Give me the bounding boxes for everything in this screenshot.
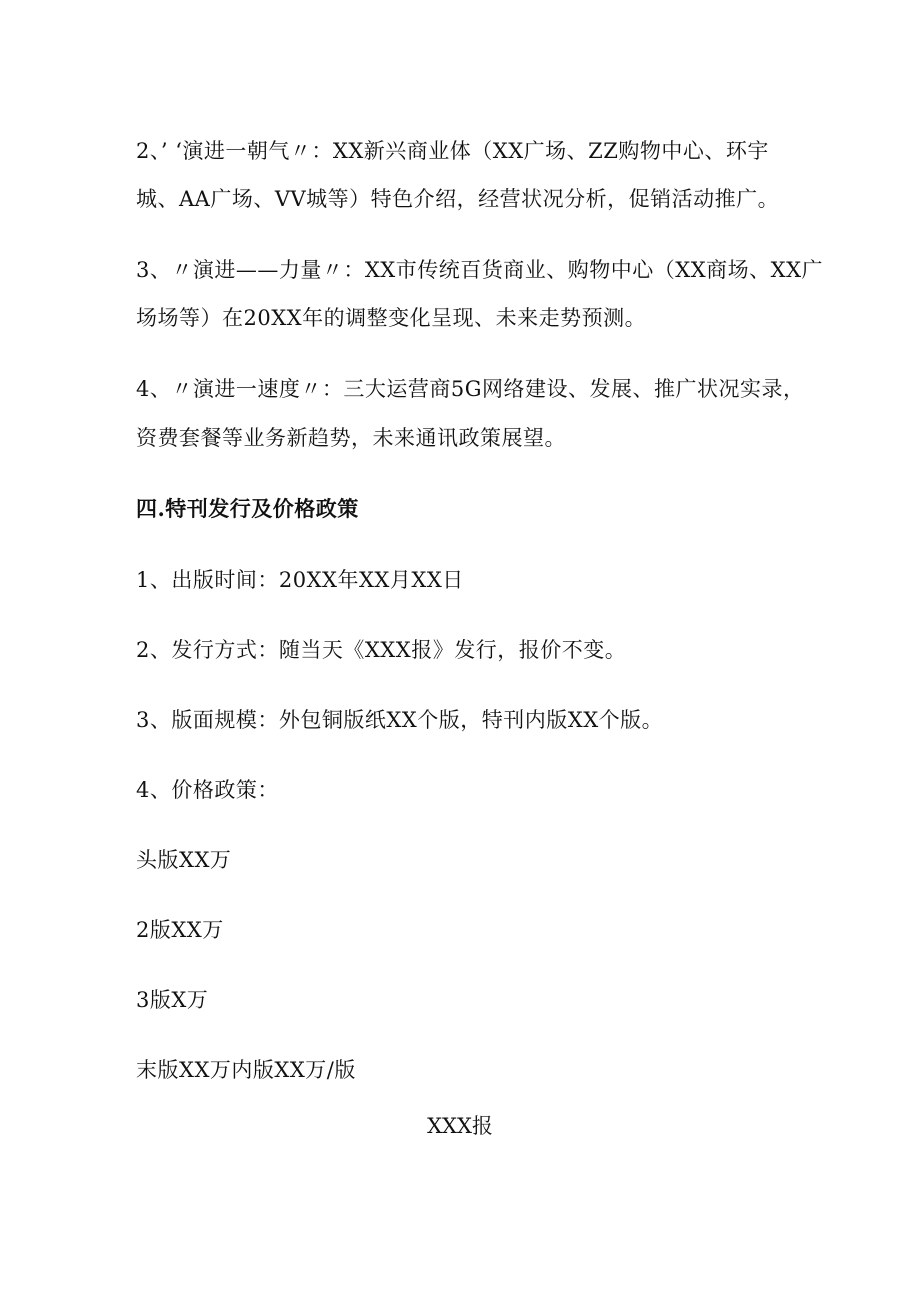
item-4-line-2: 资费套餐等业务新趋势，未来通讯政策展望。 <box>136 426 566 450</box>
item-4-line-1: 4、〃演进一速度〃：三大运营商5G网络建设、发展、推广状况实录， <box>136 377 805 401</box>
layout-scale: 3、版面规模：外包铜版纸XX个版，特刊内版XX个版。 <box>136 708 664 732</box>
newspaper-name: XXX报 <box>427 1114 493 1138</box>
item-2-line-1: 2、’ ‘演进一朝气〃：XX新兴商业体（XX广场、ZZ购物中心、环宇 <box>136 139 769 163</box>
publish-time: 1、出版时间：20XX年XX月XX日 <box>136 568 464 592</box>
section-heading: 四.特刊发行及价格政策 <box>136 496 359 521</box>
item-3-line-2: 场场等）在20XX年的调整变化呈现、未来走势预测。 <box>136 306 647 330</box>
price-page-2: 2版XX万 <box>136 918 224 942</box>
price-page-3: 3版X万 <box>136 988 209 1012</box>
distribution-method: 2、发行方式：随当天《XXX报》发行，报价不变。 <box>136 638 627 662</box>
item-3-line-1: 3、〃演进——力量〃：XX市传统百货商业、购物中心（XX商场、XX广 <box>136 258 824 282</box>
price-policy-label: 4、价格政策： <box>136 778 279 802</box>
price-front-page: 头版XX万 <box>136 848 232 872</box>
item-2-line-2: 城、AA广场、VV城等）特色介绍，经营状况分析，促销活动推广。 <box>136 187 780 211</box>
price-back-inner: 末版XX万内版XX万/版 <box>136 1058 356 1082</box>
